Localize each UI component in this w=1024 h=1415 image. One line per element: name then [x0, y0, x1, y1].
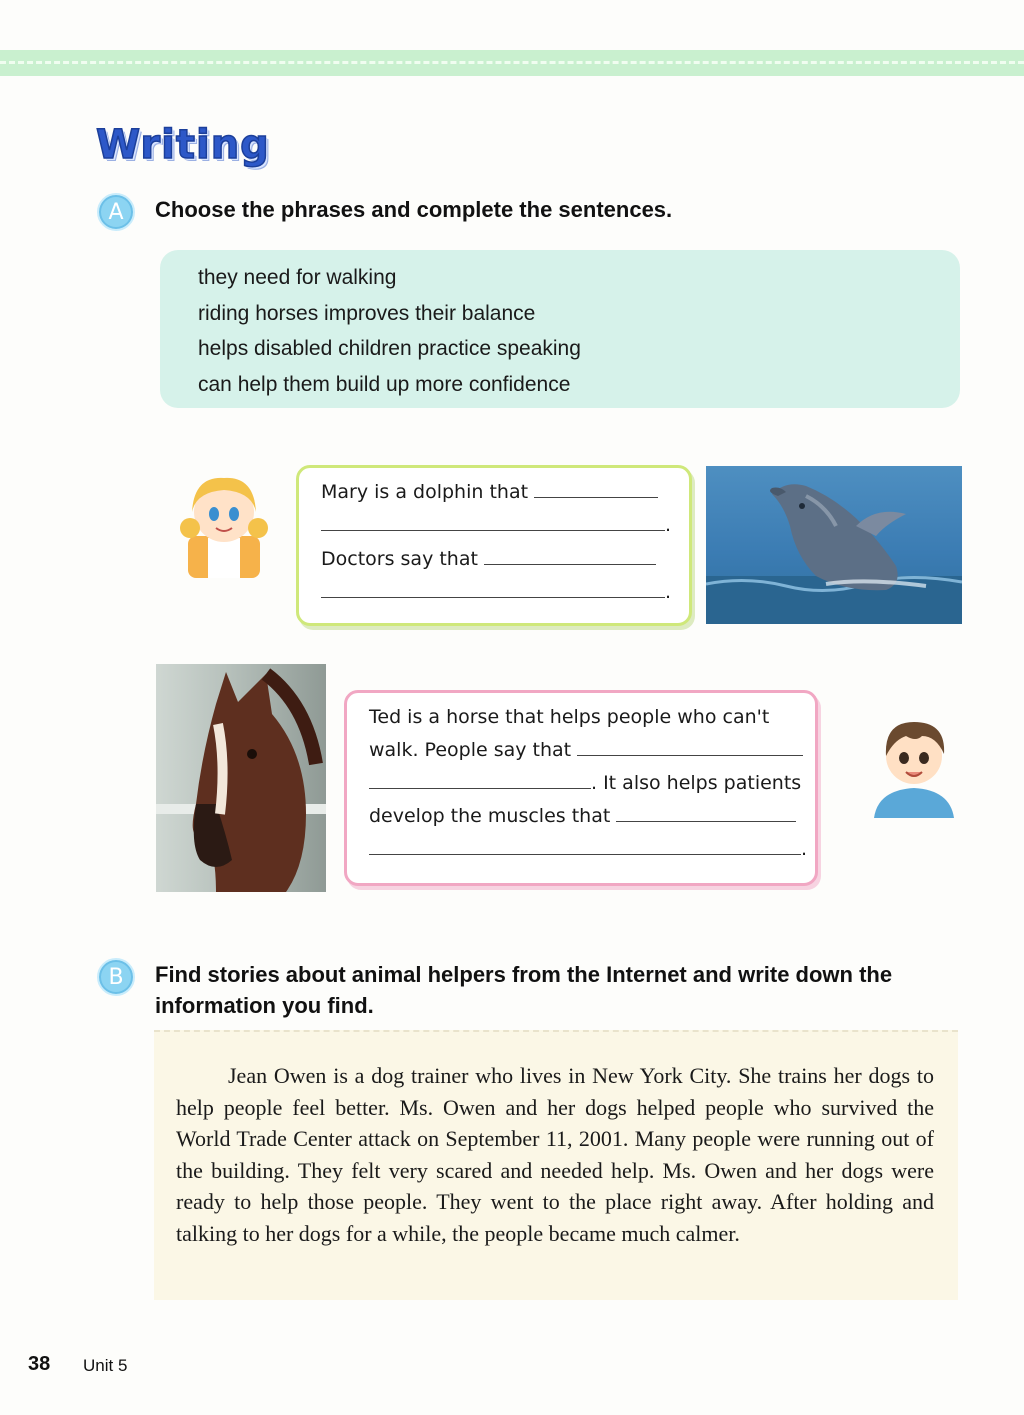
ted-line-2 [369, 739, 803, 761]
unit-label: Unit 5 [83, 1356, 128, 1375]
muscles-prompt: develop the muscles that [369, 805, 611, 827]
part-a-instruction: Choose the phrases and complete the sentences. [155, 197, 673, 222]
ted-line-5 [369, 838, 807, 860]
line-period: . [801, 838, 808, 860]
mary-line-3 [321, 548, 656, 570]
part-b-badge: B [97, 958, 135, 996]
line-period: . [665, 514, 672, 536]
answer-blank[interactable] [484, 563, 656, 565]
answer-blank[interactable] [616, 820, 796, 822]
answer-blank[interactable] [321, 596, 665, 598]
ted-line-4 [369, 805, 796, 827]
part-a-badge: A [97, 193, 135, 231]
doctors-prompt: Doctors say that [321, 548, 478, 570]
mary-sentence-box [296, 465, 692, 626]
horse-photo [156, 664, 326, 892]
ted-sentence-box [344, 690, 818, 886]
ted-prompt: walk. People say that [369, 739, 572, 761]
phrase-item: can help them build up more confidence [198, 372, 571, 396]
section-title: Writing [96, 122, 270, 168]
answer-blank[interactable] [369, 853, 801, 855]
phrase-item: riding horses improves their balance [198, 301, 536, 325]
answer-blank[interactable] [534, 496, 658, 498]
answer-blank[interactable] [369, 787, 591, 789]
page-number: 38 [28, 1353, 51, 1375]
mary-prompt: Mary is a dolphin that [321, 481, 529, 503]
ted-continuation: . It also helps patients [591, 772, 802, 794]
phrase-item: they need for walking [198, 266, 397, 289]
mary-line-2 [321, 514, 671, 536]
top-dashed-stitch [0, 61, 1024, 64]
answer-blank[interactable] [577, 754, 803, 756]
girl-illustration [174, 466, 274, 578]
story-text: Jean Owen is a dog trainer who lives in New York City. She trains her dogs to help people feel better. Ms. Owen and her dogs helped people who survived the World Trade Center attack on September 11, 2001. Many people were running out of the building. They felt very scared and needed help. Ms. Owen and her dogs were ready to help those people. They went to the place right away. After holding and talking to her dogs for a while, the people became much calmer. [176, 1063, 934, 1246]
story-box [154, 1030, 958, 1300]
answer-blank[interactable] [321, 529, 665, 531]
mary-line-1 [321, 481, 658, 503]
dolphin-photo [706, 466, 962, 624]
ted-line-1: Ted is a horse that helps people who can't [369, 706, 770, 728]
boy-illustration [866, 712, 962, 818]
ted-line-3 [369, 772, 801, 794]
part-b-instruction: Find stories about animal helpers from the Internet and write down the information you find. [155, 962, 893, 1018]
phrase-item: helps disabled children practice speaking [198, 337, 581, 360]
mary-line-4 [321, 581, 671, 603]
line-period: . [665, 581, 672, 603]
phrase-list [198, 260, 581, 402]
phrase-box [160, 250, 960, 408]
